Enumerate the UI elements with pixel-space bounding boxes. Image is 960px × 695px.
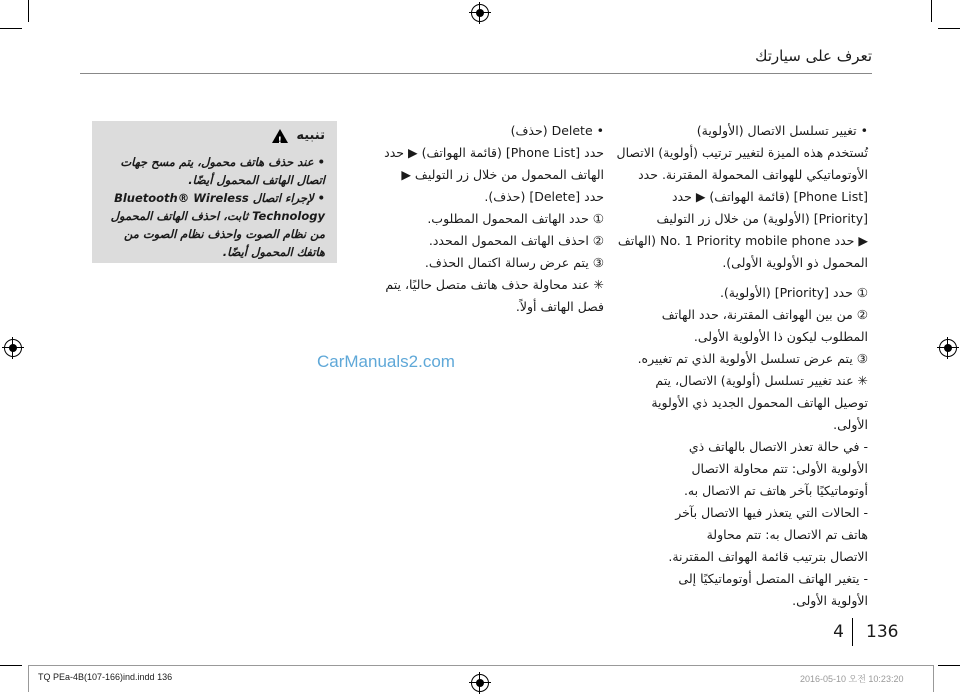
step-line: ① حدد الهاتف المحمول المطلوب.: [427, 211, 604, 226]
text-line: الأولوية الأولى.: [792, 593, 868, 608]
registration-mark-left: [4, 339, 22, 357]
page-number: 136: [866, 622, 899, 642]
text-line: تُستخدم هذه الميزة لتغيير ترتيب (أولوية) الاتصال: [616, 145, 868, 160]
text-line: المحمول ذو الأولوية الأولى).: [722, 255, 868, 270]
caution-line: • لإجراء اتصال Bluetooth® Wireless: [114, 191, 325, 205]
caution-box: [92, 121, 337, 263]
note-line: ✳ عند تغيير تسلسل (أولوية) الاتصال، يتم: [655, 373, 868, 388]
right-column: [618, 120, 868, 612]
text-line: توصيل الهاتف المحمول الجديد ذي الأولوية: [651, 395, 868, 410]
text-line: • Delete (حذف): [510, 123, 604, 138]
step-line: ① حدد [Priority] (الأولوية).: [719, 285, 868, 300]
caution-heading-label: تنبيه: [296, 128, 325, 143]
caution-line: • عند حذف هاتف محمول، يتم مسح جهات: [120, 155, 325, 169]
slug-timestamp: 2016-05-10 오전 10:23:20: [800, 674, 904, 684]
text-line: أوتوماتيكيًا بآخر هاتف تم الاتصال به.: [683, 483, 868, 498]
step-line: ② احذف الهاتف المحمول المحدد.: [428, 233, 604, 248]
caution-line: هاتفك المحمول أيضًا.: [222, 245, 325, 259]
text-line: الأوتوماتيكي للهواتف المحمولة المقترنة. حدد: [638, 167, 868, 182]
text-line: فصل الهاتف أولاً.: [515, 299, 604, 314]
text-line: حدد [Phone List] (قائمة الهواتف) ▶ حدد: [384, 145, 604, 160]
note-line: ✳ عند محاولة حذف هاتف متصل حاليًا، يتم: [385, 277, 604, 292]
text-line: [Priority] (الأولوية) من خلال زر التوليف: [656, 211, 868, 226]
caution-heading: [272, 127, 325, 145]
watermark-link[interactable]: CarManuals2.com: [317, 352, 455, 371]
step-line: ③ يتم عرض تسلسل الأولوية الذي تم تغييره.: [637, 351, 868, 366]
text-line: الهاتف المحمول من خلال زر التوليف ▶: [401, 167, 604, 182]
middle-column: [354, 120, 604, 318]
text-line: المطلوب ليكون ذا الأولوية الأولى.: [693, 329, 868, 344]
caution-line: اتصال الهاتف المحمول أيضًا.: [188, 173, 325, 187]
slug-filename: TQ PEa-4B(107-166)ind.indd 136: [38, 672, 173, 682]
page-number-divider: [852, 618, 853, 646]
caution-line: Technology ثابت، احذف الهاتف المحمول: [110, 209, 325, 223]
bullet-line: - الحالات التي يتعذر فيها الاتصال بآخر: [675, 505, 868, 520]
text-line: هاتف تم الاتصال به: تتم محاولة: [706, 527, 868, 542]
step-line: ② من بين الهواتف المقترنة، حدد الهاتف: [661, 307, 868, 322]
bullet-line: - يتغير الهاتف المتصل أوتوماتيكيًا إلى: [678, 571, 868, 586]
caution-body: [100, 153, 325, 261]
text-line: الأولى.: [833, 417, 868, 432]
registration-mark-right: [939, 339, 957, 357]
warning-icon: !: [272, 129, 288, 143]
caution-line: من نظام الصوت واحذف نظام الصوت من: [123, 227, 325, 241]
text-line: الأولوية الأولى: تتم محاولة الاتصال: [691, 461, 868, 476]
text-line: [Phone List] (قائمة الهواتف) ▶ حدد: [671, 189, 868, 204]
step-line: ③ يتم عرض رسالة اكتمال الحذف.: [424, 255, 604, 270]
section-title: تعرف على سيارتك: [755, 47, 872, 65]
chapter-number-label: 4: [833, 622, 844, 642]
text-line: ▶ حدد No. 1 Priority mobile phone (الهاتف: [617, 233, 868, 248]
text-line: • تغيير تسلسل الاتصال (الأولوية): [696, 123, 868, 138]
registration-mark-top: [471, 4, 489, 22]
text-line: الاتصال بترتيب قائمة الهواتف المقترنة.: [668, 549, 868, 564]
bullet-line: - في حالة تعذر الاتصال بالهاتف ذي: [688, 439, 868, 454]
title-divider: [80, 73, 872, 74]
text-line: حدد [Delete] (حذف).: [484, 189, 604, 204]
